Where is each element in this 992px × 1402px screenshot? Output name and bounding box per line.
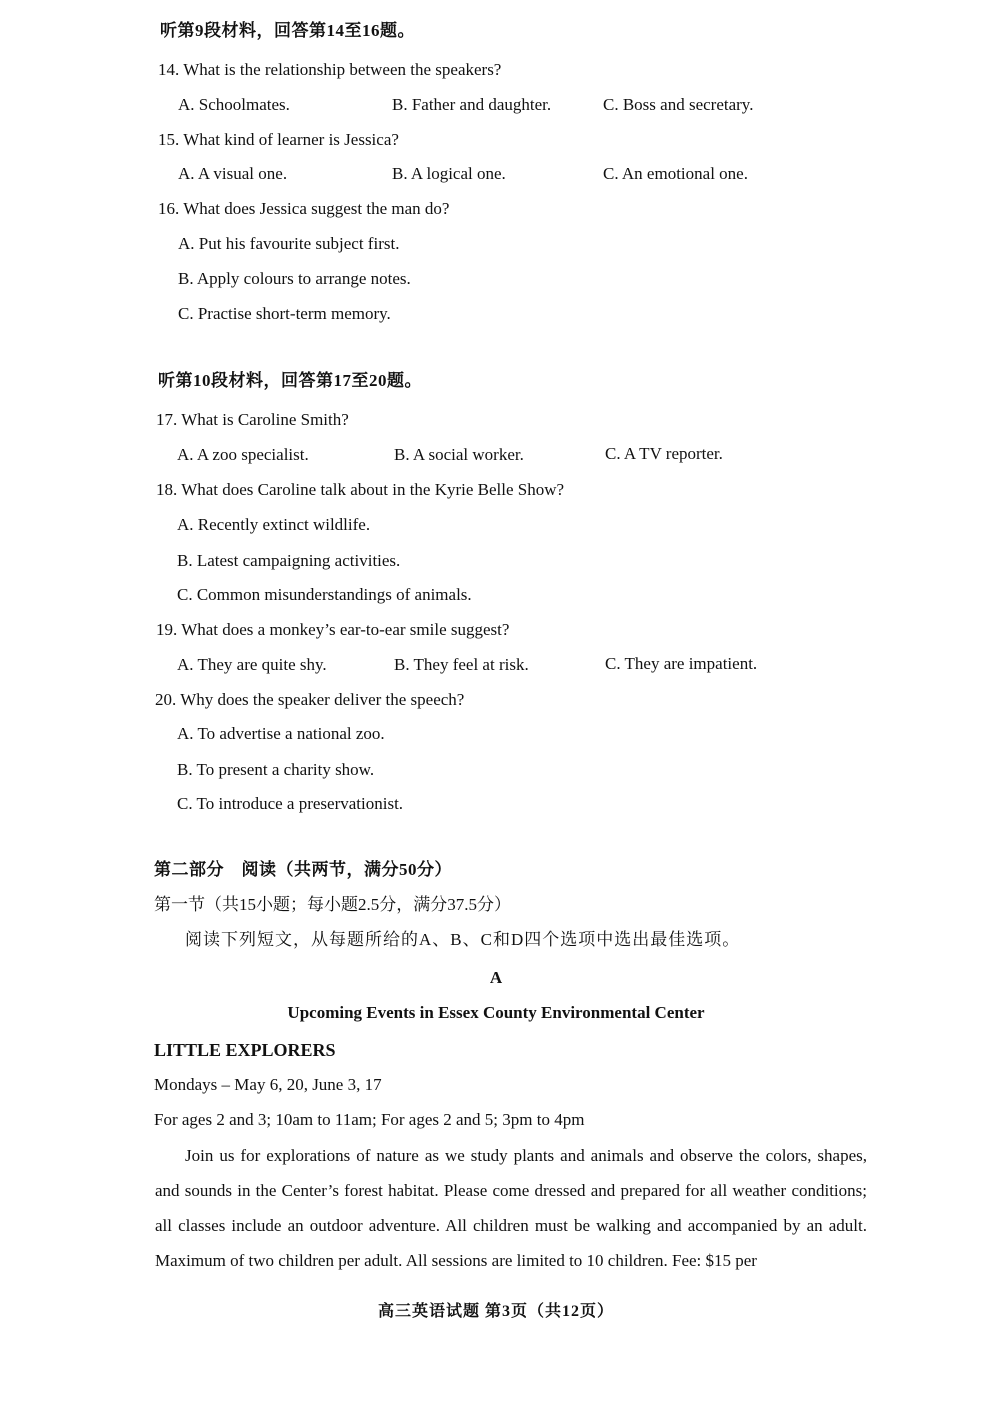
event-name: LITTLE EXPLORERS: [154, 1040, 336, 1060]
question-17: 17. What is Caroline Smith?: [156, 410, 349, 429]
q19-option-a: A. They are quite shy.: [177, 655, 327, 674]
section9-intro: 听第9段材料，回答第14至16题。: [160, 21, 415, 40]
passage-letter: A: [489, 968, 503, 987]
q18-option-b: B. Latest campaigning activities.: [177, 551, 401, 570]
question-20: 20. Why does the speaker deliver the speech?: [155, 690, 465, 709]
q16-option-b: B. Apply colours to arrange notes.: [178, 269, 411, 288]
q15-option-c: C. An emotional one.: [603, 164, 748, 183]
q16-option-c: C. Practise short-term memory.: [178, 304, 391, 323]
question-14: 14. What is the relationship between the speakers?: [158, 60, 502, 79]
q19-option-b: B. They feel at risk.: [394, 655, 529, 674]
section10-intro: 听第10段材料，回答第17至20题。: [158, 371, 422, 390]
q16-option-a: A. Put his favourite subject first.: [178, 234, 400, 253]
part2-subtitle: 第一节（共15小题；每小题2.5分，满分37.5分）: [154, 895, 511, 914]
question-18: 18. What does Caroline talk about in the Kyrie Belle Show?: [156, 480, 565, 499]
question-15: 15. What kind of learner is Jessica?: [158, 130, 399, 149]
q14-option-b: B. Father and daughter.: [392, 95, 552, 114]
q20-option-a: A. To advertise a national zoo.: [177, 724, 385, 743]
q14-option-a: A. Schoolmates.: [178, 95, 290, 114]
q18-option-c: C. Common misunderstandings of animals.: [177, 585, 472, 604]
part2-instruction: 阅读下列短文，从每题所给的A、B、C和D四个选项中选出最佳选项。: [185, 930, 741, 949]
part2-title: 第二部分 阅读（共两节，满分50分）: [154, 860, 452, 879]
q19-option-c: C. They are impatient.: [605, 654, 758, 673]
q14-option-c: C. Boss and secretary.: [603, 95, 754, 114]
event-dates: Mondays – May 6, 20, June 3, 17: [154, 1075, 382, 1094]
q17-option-b: B. A social worker.: [394, 445, 524, 464]
q15-option-b: B. A logical one.: [392, 164, 506, 183]
event-times: For ages 2 and 3; 10am to 11am; For ages 2 and 5; 3pm to 4pm: [154, 1110, 585, 1129]
q20-option-c: C. To introduce a preservationist.: [177, 794, 404, 813]
event-description: Join us for explorations of nature as we study plants and animals and observe the colors, shapes, and sounds in the Center’s forest habitat. Please come dressed and prepared for all weather conditions; all classes include an outdoor adventure. All children must be walking and accompanied by an adult. Maximum of two children per adult. All sessions are limited to 10 children. Fee: $15 per: [155, 1146, 867, 1270]
q17-option-a: A. A zoo specialist.: [177, 445, 309, 464]
question-19: 19. What does a monkey’s ear-to-ear smile suggest?: [156, 620, 510, 639]
question-16: 16. What does Jessica suggest the man do?: [158, 199, 450, 218]
q15-option-a: A. A visual one.: [178, 164, 288, 183]
q17-option-c: C. A TV reporter.: [605, 444, 723, 463]
page-footer: 高三英语试题 第3页（共12页）: [377, 1303, 614, 1320]
passage-title: Upcoming Events in Essex County Environmental Center: [287, 1003, 705, 1022]
q20-option-b: B. To present a charity show.: [177, 760, 375, 779]
q18-option-a: A. Recently extinct wildlife.: [177, 515, 371, 534]
